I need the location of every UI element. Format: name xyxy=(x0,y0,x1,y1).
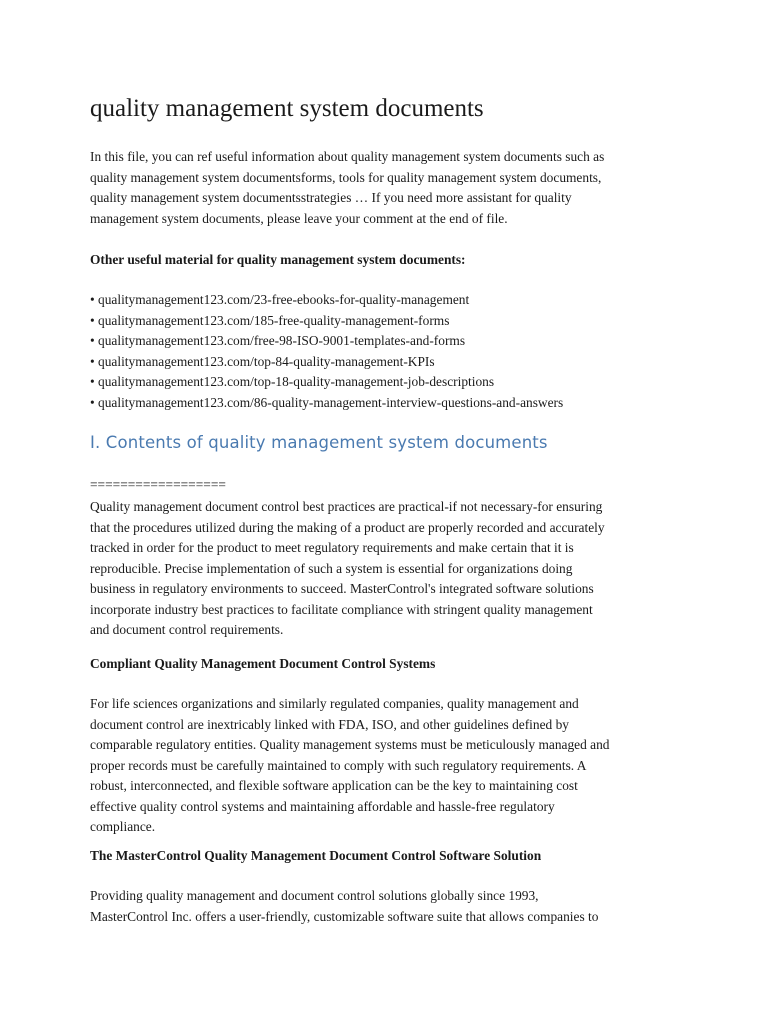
paragraph-line: reproducible. Precise implementation of such a system is essential for organizations doing xyxy=(90,560,573,576)
separator-line: ================== xyxy=(90,477,226,492)
resource-link[interactable]: • qualitymanagement123.com/185-free-quality-management-forms xyxy=(90,312,450,328)
resource-link[interactable]: • qualitymanagement123.com/top-84-quality-management-KPIs xyxy=(90,353,435,369)
paragraph-line: tracked in order for the product to meet regulatory requirements and make certain that it is xyxy=(90,540,574,555)
intro-paragraph xyxy=(90,147,690,229)
paragraph-line: and document control requirements. xyxy=(90,622,284,637)
intro-line: quality management system documentsstrategies … If you need more assistant for quality xyxy=(90,190,572,205)
paragraph-line: incorporate industry best practices to facilitate compliance with stringent quality management xyxy=(90,601,593,617)
subheading-software-solution: The MasterControl Quality Management Document Control Software Solution xyxy=(90,848,542,863)
paragraph-mastercontrol xyxy=(90,886,690,927)
paragraph-line: For life sciences organizations and similarly regulated companies, quality management and xyxy=(90,696,579,711)
paragraph-line: that the procedures utilized during the making of a product are properly recorded and accurately xyxy=(90,519,605,535)
paragraph-line: business in regulatory environments to succeed. MasterControl's integrated software solutions xyxy=(90,581,594,596)
subheading-compliant-systems: Compliant Quality Management Document Control Systems xyxy=(90,656,436,671)
paragraph-life-sciences xyxy=(90,694,690,838)
section-heading: I. Contents of quality management system documents xyxy=(90,433,548,452)
paragraph-line: document control are inextricably linked with FDA, ISO, and other guidelines defined by xyxy=(90,716,569,732)
intro-line: management system documents, please leave your comment at the end of file. xyxy=(90,210,508,226)
material-heading: Other useful material for quality management system documents: xyxy=(90,252,466,267)
resource-link[interactable]: • qualitymanagement123.com/86-quality-management-interview-questions-and-answers xyxy=(90,394,564,410)
paragraph-line: robust, interconnected, and flexible software application can be the key to maintaining cost xyxy=(90,778,578,793)
resource-link[interactable]: • qualitymanagement123.com/free-98-ISO-9001-templates-and-forms xyxy=(90,333,466,348)
document-title: quality management system documents xyxy=(90,95,484,122)
intro-line: quality management system documentsforms, tools for quality management system documents, xyxy=(90,169,602,185)
paragraph-line: MasterControl Inc. offers a user-friendly, customizable software suite that allows companies to xyxy=(90,908,599,924)
paragraph-line: Providing quality management and document control solutions globally since 1993, xyxy=(90,888,539,903)
paragraph-document-control xyxy=(90,497,690,641)
resource-link[interactable]: • qualitymanagement123.com/top-18-quality-management-job-descriptions xyxy=(90,374,495,389)
resource-link-list xyxy=(90,290,563,413)
paragraph-line: comparable regulatory entities. Quality management systems must be meticulously managed and xyxy=(90,737,610,752)
paragraph-line: effective quality control systems and maintaining affordable and hassle-free regulatory xyxy=(90,798,555,814)
paragraph-line: proper records must be carefully maintained to comply with such regulatory requirements. A xyxy=(90,757,587,773)
paragraph-line: Quality management document control best practices are practical-if not necessary-for ensuring xyxy=(90,499,603,514)
resource-link[interactable]: • qualitymanagement123.com/23-free-ebooks-for-quality-management xyxy=(90,292,470,307)
paragraph-line: compliance. xyxy=(90,819,156,834)
intro-line: In this file, you can ref useful information about quality management system documents such as xyxy=(90,149,605,164)
